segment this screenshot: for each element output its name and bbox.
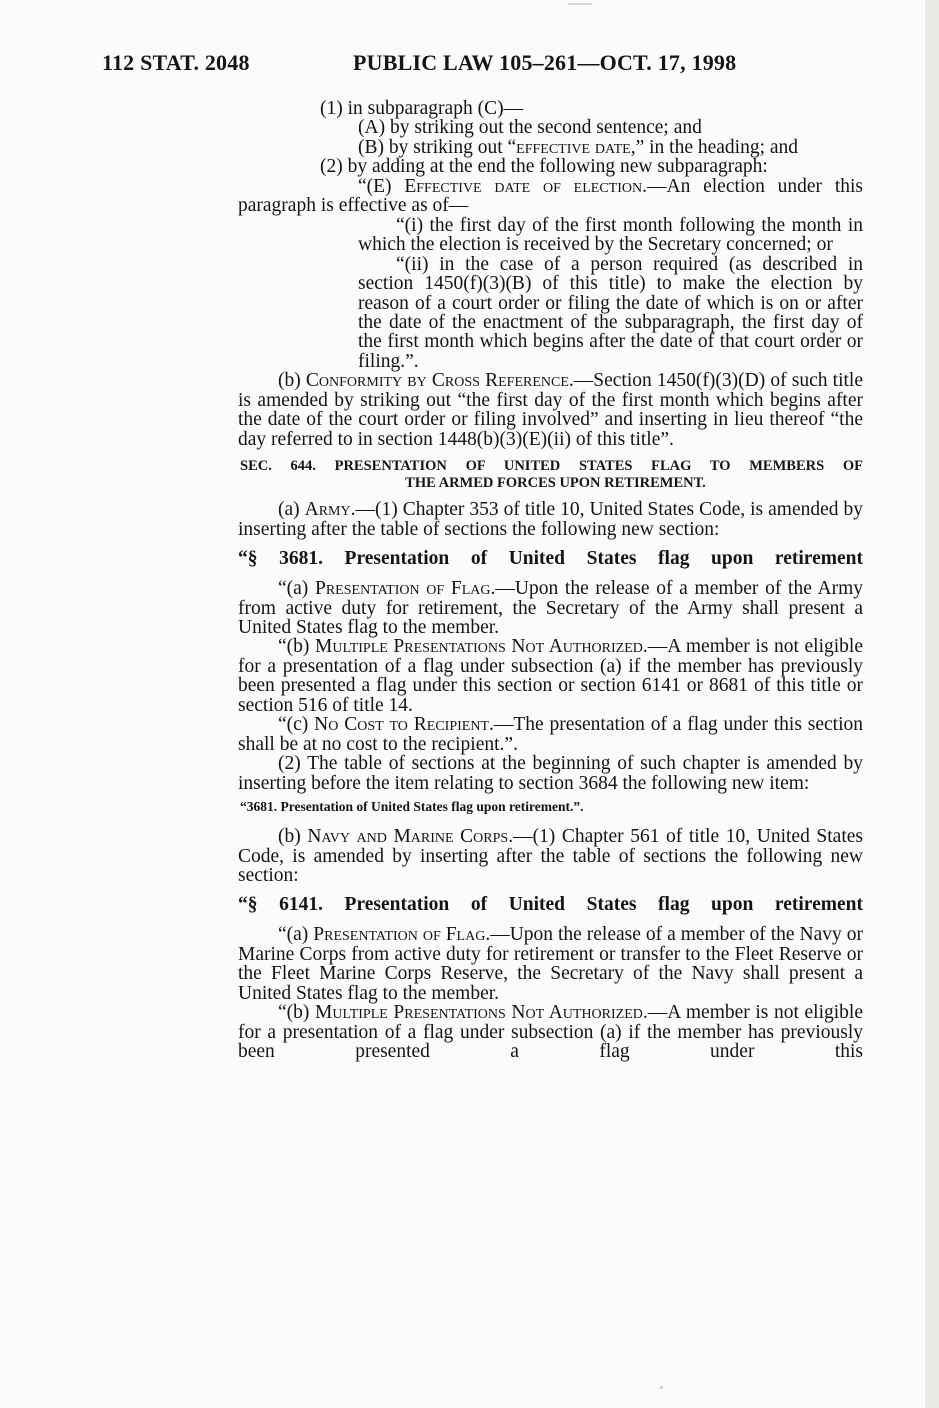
clause-b-strike-heading	[238, 138, 863, 157]
text-part: (a)	[278, 499, 305, 521]
text-part: “(b)	[278, 1002, 315, 1024]
small-caps-term: Conformity by Cross Reference	[305, 370, 569, 392]
scan-speck	[660, 1386, 663, 1389]
small-caps-term: Presentation of Flag	[315, 578, 491, 600]
army-multiple-presentations	[238, 637, 863, 715]
paragraph-1-subparagraph-c: (1) in subparagraph (C)—	[320, 98, 524, 119]
text-part: .—A member is not eligible for a presentation of a flag under subsection (a) if the member has previously been presented a flag under this	[238, 1002, 863, 1063]
small-caps-term: Navy and Marine Corps	[307, 826, 509, 848]
text-part: .—The presentation of a flag under this section shall be at no cost to the recipient.”.	[238, 714, 863, 755]
text-part: “(b)	[278, 636, 315, 658]
army-table-of-sections: (2) The table of sections at the beginning of such chapter is amended by inserting before the item relating to section 3684 the following new item:	[238, 753, 863, 794]
text-part: .—Upon the release of a member of the Navy or Marine Corps from active duty for retirement or transfer to the Fleet Reserve or the Fleet Marine Corps Reserve, the Secretary of the Navy shall present a United States flag to the member.	[238, 924, 863, 1004]
text-part: (B) by striking out “	[358, 136, 517, 158]
clause-ii: “(ii) in the case of a person required (as described in section 1450(f)(3)(B) of this title) to make the election by reason of a court order or filing the date of which is on or after the date of the enactment of the subparagraph, the first day of the first month which begins after the date of that court order or filing.”.	[358, 253, 863, 372]
text-part: (b)	[278, 370, 306, 392]
army-presentation-of-flag	[238, 579, 863, 637]
text-part: .—Section 1450(f)(3)(D) of such title is amended by striking out “the first day of the first month which begins after the date of the court order or filing involved” and inserting in lieu thereof “the day referred to in section 1448(b)(3)(E)(ii) of this title”.	[238, 370, 863, 450]
section-heading-line: THE ARMED FORCES UPON RETIREMENT.	[405, 475, 706, 492]
small-caps-term: Multiple Presentations Not Authorized	[315, 1002, 643, 1024]
section-6141-heading: “§ 6141. Presentation of United States flag upon retirement	[238, 894, 863, 916]
scan-mark	[568, 3, 592, 5]
small-caps-term: Effective date of election	[404, 175, 643, 197]
text-part: .—Upon the release of a member of the Army from active duty for retirement, the Secretary of the Army shall present a United States flag to the member.	[238, 578, 863, 638]
table-of-sections-item-3681: “3681. Presentation of United States flag upon retirement.”.	[240, 799, 584, 815]
text-part: “(a)	[278, 924, 314, 946]
text-part: .—(1) Chapter 353 of title 10, United States Code, is amended by inserting after the table of sections the following new section:	[238, 499, 863, 540]
public-law-title: PUBLIC LAW 105–261—OCT. 17, 1998	[353, 50, 737, 75]
navy-multiple-presentations	[238, 1003, 863, 1061]
small-caps-term: Multiple Presentations Not Authorized	[315, 636, 643, 658]
small-caps-term: Army	[304, 499, 351, 521]
small-caps-term: No Cost to Recipient	[314, 714, 489, 736]
small-caps-term: Presentation of Flag	[313, 924, 486, 946]
subsection-a-army	[238, 500, 863, 539]
text-part: .—(1) Chapter 561 of title 10, United States Code, is amended by inserting after the table of sections the following new section:	[238, 826, 864, 886]
document-body	[238, 99, 863, 1062]
text-part: (b)	[278, 826, 308, 848]
navy-presentation-of-flag	[238, 925, 863, 1003]
clause-i: “(i) the first day of the first month following the month in which the election is received by the Secretary concerned; or	[358, 214, 863, 256]
subsection-b-conformity	[238, 371, 863, 449]
small-caps-term: effective date	[516, 136, 631, 158]
section-heading-line: SEC. 644. PRESENTATION OF UNITED STATES FLAG TO MEMBERS OF	[240, 458, 863, 475]
text-part: “(E)	[358, 175, 405, 197]
text-part: “(a)	[278, 578, 315, 600]
section-3681-heading: “§ 3681. Presentation of United States flag upon retirement	[238, 548, 863, 570]
section-644-heading	[238, 458, 863, 492]
army-no-cost	[238, 715, 863, 754]
paragraph-2-add-subparagraph: (2) by adding at the end the following new subparagraph:	[320, 156, 768, 178]
text-part: “(c)	[278, 714, 315, 736]
subsection-b-navy	[238, 827, 863, 885]
text-part: .—A member is not eligible for a presentation of a flag under subsection (a) if the member has previously been presented a flag under this section or section 6141 or 8681 of this title or section 516 of title 14.	[238, 636, 863, 716]
statute-page-number: 112 STAT. 2048	[102, 50, 250, 75]
text-part: ,” in the heading; and	[630, 136, 799, 158]
subparagraph-e-effective-date	[238, 177, 863, 216]
text-part: .—An election under this paragraph is effective as of—	[238, 175, 863, 217]
clause-a-strike-sentence: (A) by striking out the second sentence; and	[358, 117, 702, 139]
